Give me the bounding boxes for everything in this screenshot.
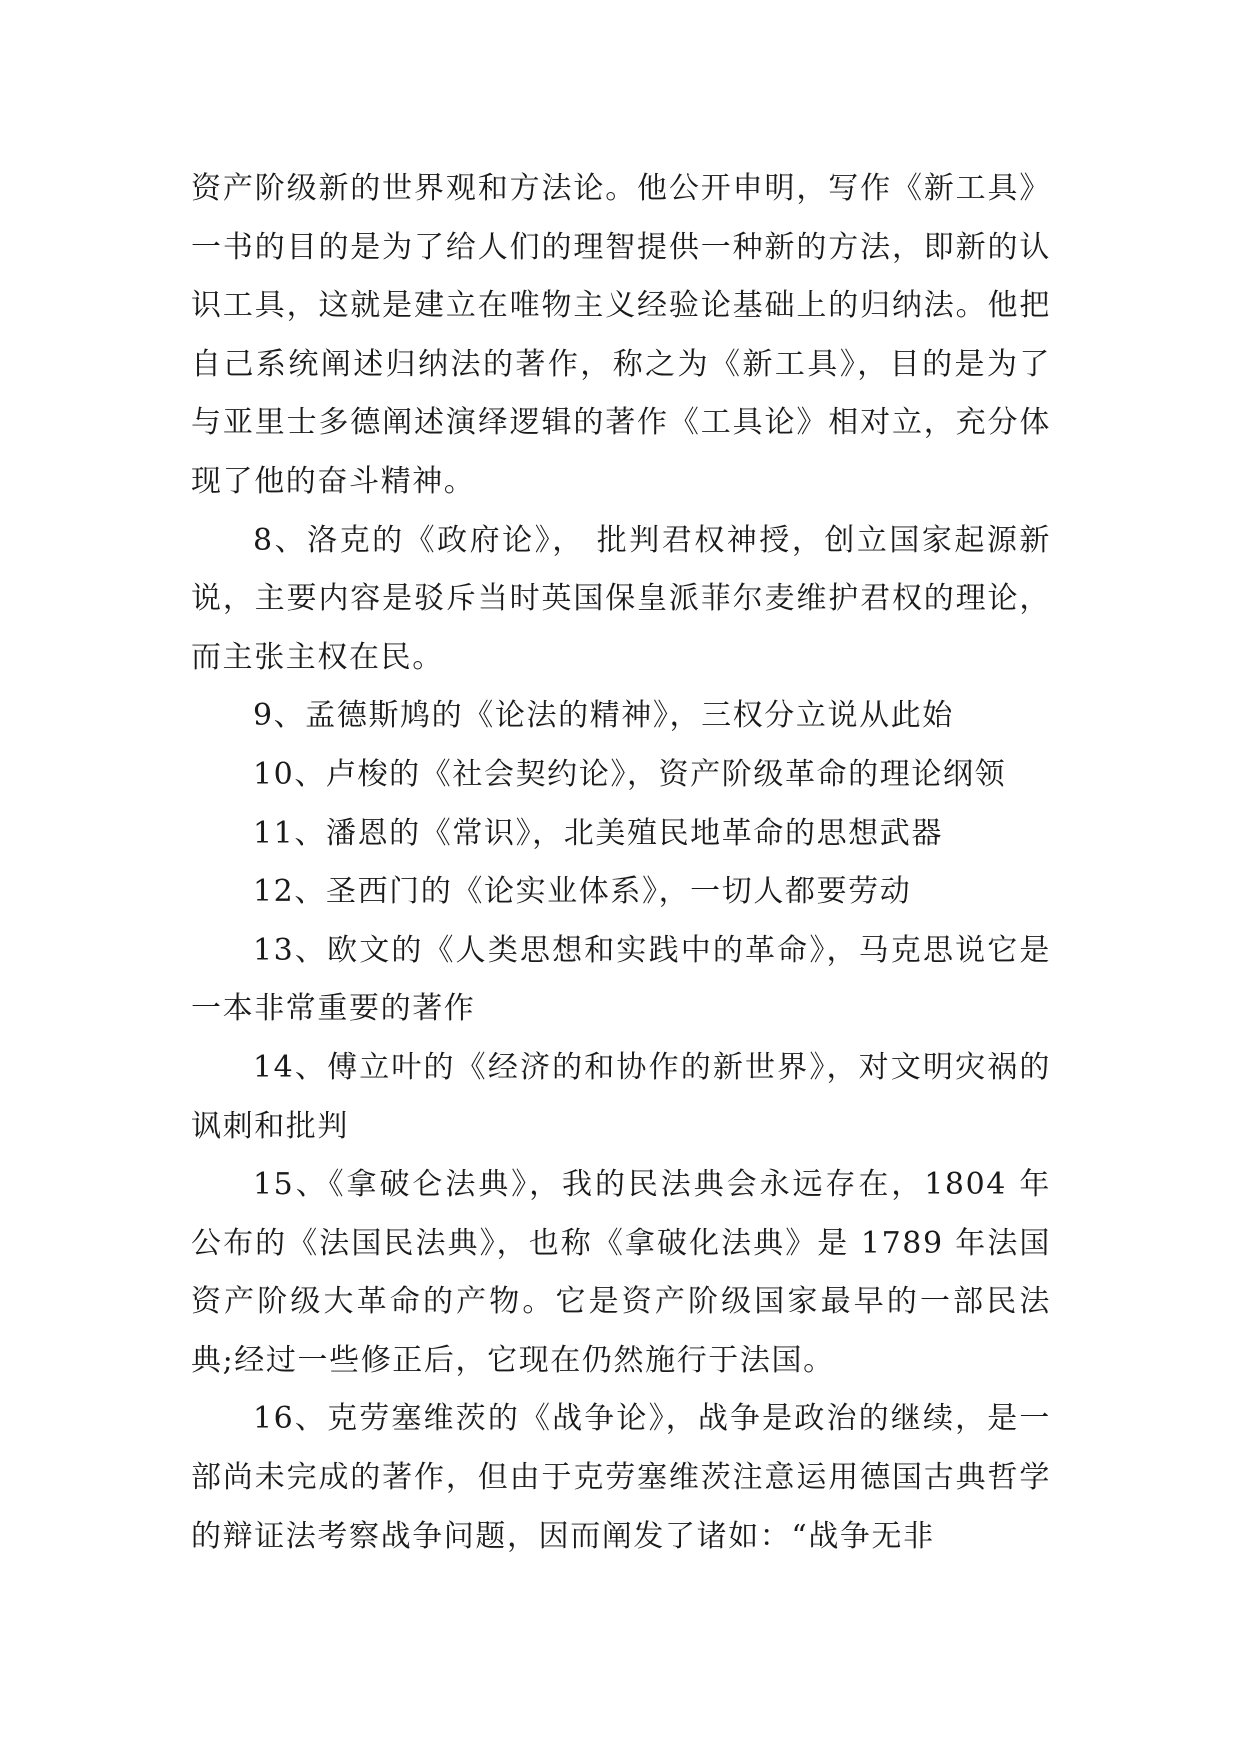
paragraph-item-14: 14、傅立叶的《经济的和协作的新世界》，对文明灾祸的讽刺和批判 [191,1049,1051,1144]
paragraph-item-9: 9、孟德斯鸠的《论法的精神》，三权分立说从此始 [253,698,954,734]
paragraph-item-15: 15、《拿破仑法典》，我的民法典会永远存在，1804 年公布的《法国民法典》，也称《拿破化法典》是 1789 年法国资产阶级大革命的产物。它是资产阶级国家最早的一部民法典;经过一些修正后，它现在仍然施行于法国。 [191,1167,1051,1378]
paragraph-item-10: 10、卢梭的《社会契约论》，资产阶级革命的理论纲领 [253,756,1007,792]
paragraph-item-16: 16、克劳塞维茨的《战争论》，战争是政治的继续，是一部尚未完成的著作，但由于克劳塞维茨注意运用德国古典哲学的辩证法考察战争问题，因而阐发了诸如：“战争无非 [191,1401,1051,1554]
paragraph-item-8: 8、洛克的《政府论》， 批判君权神授，创立国家起源新说，主要内容是驳斥当时英国保皇派菲尔麦维护君权的理论，而主张主权在民。 [191,522,1051,675]
document-body [191,160,1051,1566]
paragraph-item-12: 12、圣西门的《论实业体系》，一切人都要劳动 [253,874,912,910]
paragraph-continued: 资产阶级新的世界观和方法论。他公开申明，写作《新工具》一书的目的是为了给人们的理智提供一种新的方法，即新的认识工具，这就是建立在唯物主义经验论基础上的归纳法。他把自己系统阐述归纳法的著作，称之为《新工具》，目的是为了与亚里士多德阐述演绎逻辑的著作《工具论》相对立，充分体现了他的奋斗精神。 [191,171,1051,499]
paragraph-item-11: 11、潘恩的《常识》，北美殖民地革命的思想武器 [253,815,943,851]
paragraph-item-13: 13、欧文的《人类思想和实践中的革命》，马克思说它是一本非常重要的著作 [191,932,1051,1027]
